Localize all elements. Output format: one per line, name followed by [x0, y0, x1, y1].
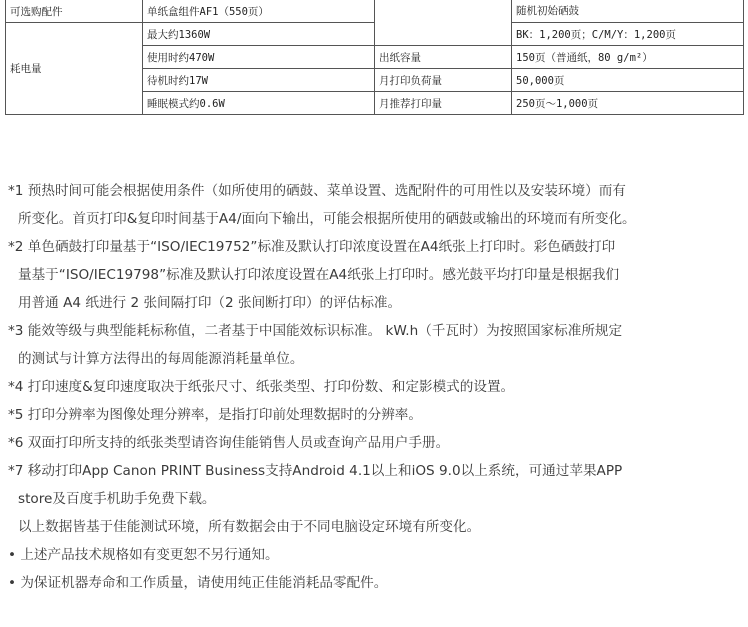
table-cell: 耗电量 [6, 23, 143, 115]
table-cell: 50,000页 [512, 69, 744, 92]
table-cell: 250页～1,000页 [512, 92, 744, 115]
table-cell: 随机初始硒鼓 [512, 0, 744, 23]
footnotes [8, 177, 744, 597]
footnote-7-line-2: store及百度手机助手免费下载。 [18, 491, 216, 507]
table-cell: 单纸盒组件AF1（550页） [143, 0, 375, 23]
table-cell: BK：1,200页；C/M/Y：1,200页 [512, 23, 744, 46]
footnote-4: *4 打印速度&复印速度取决于纸张尺寸、纸张类型、打印份数、和定影模式的设置。 [8, 379, 515, 395]
table-cell: 待机时约17W [143, 69, 375, 92]
table-cell: 可选购配件 [6, 0, 143, 23]
table-cell: 使用时约470W [143, 46, 375, 69]
footnote-7-line-1: *7 移动打印App Canon PRINT Business支持Android 4.1以上和iOS 9.0以上系统，可通过苹果APP [8, 463, 623, 479]
footnote-6: *6 双面打印所支持的纸张类型请咨询佳能销售人员或查询产品用户手册。 [8, 435, 450, 451]
footnote-3-line-1: *3 能效等级与典型能耗标称值，二者基于中国能效标识标准。 kW.h（千瓦时）为按照国家标准所规定 [8, 323, 623, 339]
footnote-2-line-3: 用普通 A4 纸进行 2 张间隔打印（2 张间断打印）的评估标准。 [18, 295, 402, 311]
footnote-1-line-1: *1 预热时间可能会根据使用条件（如所使用的硒鼓、菜单设置、选配附件的可用性以及安装环境）而有 [8, 183, 626, 199]
bullet-note-1: • 上述产品技术规格如有变更恕不另行通知。 [8, 547, 279, 563]
spec-table [5, 0, 744, 115]
footnote-5: *5 打印分辨率为图像处理分辨率，是指打印前处理数据时的分辨率。 [8, 407, 422, 423]
table-cell: 月推荐打印量 [375, 92, 512, 115]
table-cell: 最大约1360W [143, 23, 375, 46]
footnote-2-line-1: *2 单色硒鼓打印量基于“ISO/IEC19752”标准及默认打印浓度设置在A4纸张上打印时。彩色硒鼓打印 [8, 239, 616, 255]
table-cell: 月打印负荷量 [375, 69, 512, 92]
table-cell: 出纸容量 [375, 46, 512, 69]
footnote-1-line-2: 所变化。首页打印&复印时间基于A4/面向下输出，可能会根据所使用的硒鼓或输出的环境而有所变化。 [18, 211, 636, 227]
table-cell: 睡眠模式约0.6W [143, 92, 375, 115]
footnote-2-line-2: 量基于“ISO/IEC19798”标准及默认打印浓度设置在A4纸张上打印时。感光鼓平均打印量是根据我们 [18, 267, 620, 283]
table-cell: 150页（普通纸，80 g/m²） [512, 46, 744, 69]
footnote-3-line-2: 的测试与计算方法得出的每周能源消耗量单位。 [18, 351, 304, 367]
bullet-note-2: • 为保证机器寿命和工作质量，请使用纯正佳能消耗品零配件。 [8, 575, 388, 591]
disclaimer: 以上数据皆基于佳能测试环境，所有数据会由于不同电脑设定环境有所变化。 [18, 519, 481, 535]
